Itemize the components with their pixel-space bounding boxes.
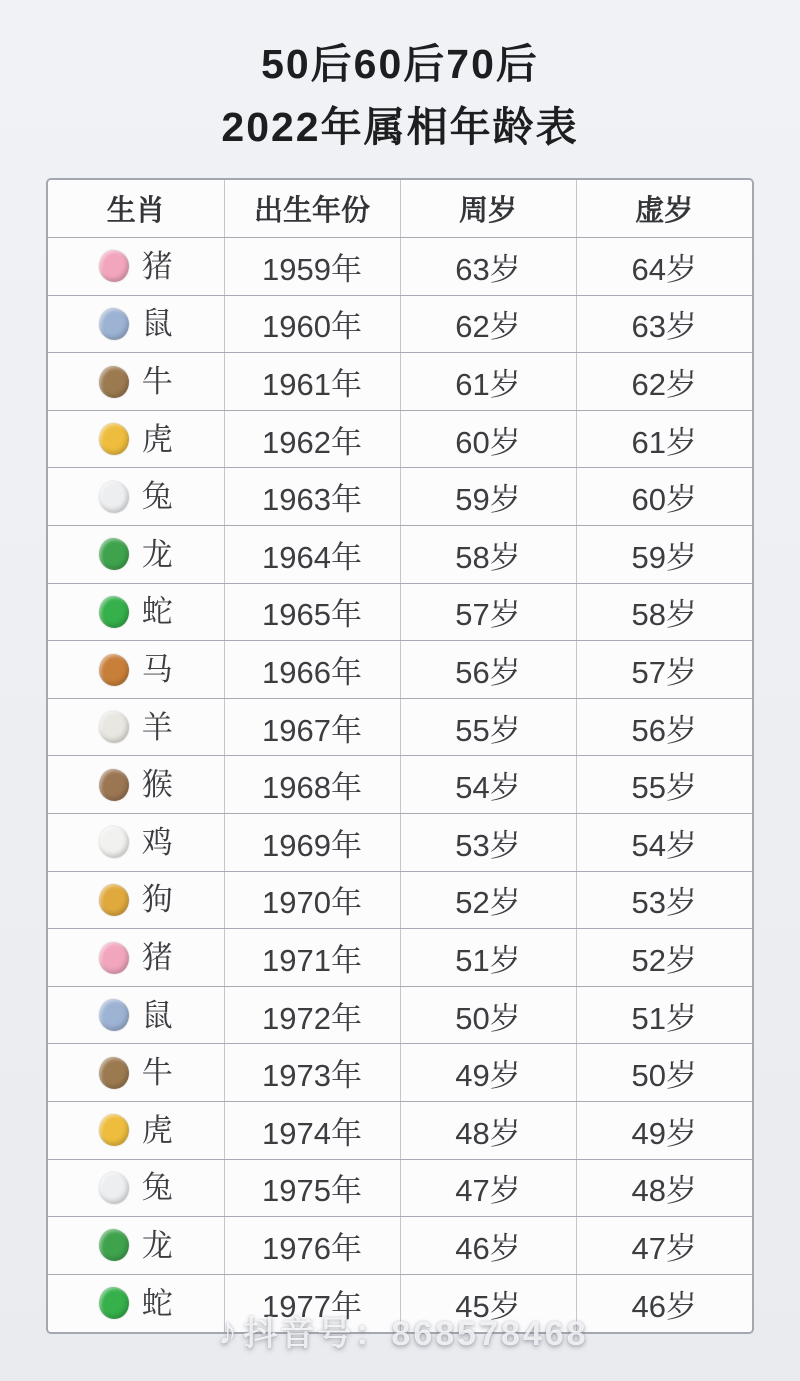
zodiac-name: 虎 [141, 1112, 173, 1148]
douyin-note-icon: ♪ [217, 1308, 238, 1353]
birth-year-cell: 1967年 [224, 698, 400, 756]
actual-age-cell: 58岁 [400, 526, 576, 584]
zodiac-cell [48, 929, 224, 987]
rabbit-icon [99, 1172, 129, 1204]
zodiac-cell [48, 583, 224, 641]
nominal-age-cell: 59岁 [576, 526, 752, 584]
zodiac-name: 龙 [141, 536, 173, 572]
tiger-icon [99, 423, 129, 455]
rooster-icon [99, 826, 129, 858]
snake-icon [99, 1287, 129, 1319]
watermark-text: 抖音号：868578468 [243, 1315, 589, 1353]
actual-age-cell: 60岁 [400, 410, 576, 468]
zodiac-name: 鸡 [141, 824, 173, 860]
zodiac-name: 蛇 [141, 1285, 173, 1321]
dog-icon [99, 884, 129, 916]
zodiac-name: 龙 [141, 1227, 173, 1263]
birth-year-cell: 1971年 [224, 929, 400, 987]
zodiac-name: 猪 [141, 940, 173, 976]
actual-age-cell: 55岁 [400, 698, 576, 756]
birth-year-cell: 1974年 [224, 1102, 400, 1160]
zodiac-cell [48, 698, 224, 756]
actual-age-cell: 61岁 [400, 353, 576, 411]
nominal-age-cell: 49岁 [576, 1102, 752, 1160]
table-row [48, 814, 752, 872]
zodiac-cell [48, 641, 224, 699]
monkey-icon [99, 769, 129, 801]
actual-age-cell: 51岁 [400, 929, 576, 987]
zodiac-name: 鼠 [141, 997, 173, 1033]
actual-age-cell: 63岁 [400, 238, 576, 296]
header-nominal-age: 虚岁 [576, 180, 752, 238]
horse-icon [99, 654, 129, 686]
table-row [48, 756, 752, 814]
dragon-icon [99, 1229, 129, 1261]
dragon-icon [99, 538, 129, 570]
table-row [48, 986, 752, 1044]
actual-age-cell: 56岁 [400, 641, 576, 699]
ox-icon [99, 366, 129, 398]
actual-age-cell: 45岁 [400, 1274, 576, 1332]
table-row [48, 526, 752, 584]
zodiac-cell [48, 238, 224, 296]
pig-icon [99, 942, 129, 974]
nominal-age-cell: 55岁 [576, 756, 752, 814]
birth-year-cell: 1966年 [224, 641, 400, 699]
zodiac-name: 牛 [141, 1055, 173, 1091]
zodiac-name: 鼠 [141, 306, 173, 342]
birth-year-cell: 1968年 [224, 756, 400, 814]
birth-year-cell: 1977年 [224, 1274, 400, 1332]
zodiac-cell [48, 871, 224, 929]
rat-icon [99, 999, 129, 1031]
nominal-age-cell: 48岁 [576, 1159, 752, 1217]
nominal-age-cell: 56岁 [576, 698, 752, 756]
nominal-age-cell: 53岁 [576, 871, 752, 929]
zodiac-cell [48, 986, 224, 1044]
nominal-age-cell: 57岁 [576, 641, 752, 699]
actual-age-cell: 59岁 [400, 468, 576, 526]
table-row [48, 641, 752, 699]
table-row [48, 468, 752, 526]
zodiac-cell [48, 1217, 224, 1275]
page-subtitle: 2022年属相年龄表 [221, 104, 579, 150]
table-row [48, 1044, 752, 1102]
table-row [48, 583, 752, 641]
birth-year-cell: 1963年 [224, 468, 400, 526]
table-row [48, 1217, 752, 1275]
table-row [48, 929, 752, 987]
birth-year-cell: 1965年 [224, 583, 400, 641]
rabbit-icon [99, 481, 129, 513]
table-row [48, 295, 752, 353]
birth-year-cell: 1962年 [224, 410, 400, 468]
nominal-age-cell: 46岁 [576, 1274, 752, 1332]
nominal-age-cell: 47岁 [576, 1217, 752, 1275]
title-block [0, 0, 800, 148]
actual-age-cell: 46岁 [400, 1217, 576, 1275]
birth-year-cell: 1973年 [224, 1044, 400, 1102]
nominal-age-cell: 54岁 [576, 814, 752, 872]
table-row [48, 410, 752, 468]
nominal-age-cell: 61岁 [576, 410, 752, 468]
birth-year-cell: 1972年 [224, 986, 400, 1044]
header-birth-year: 出生年份 [224, 180, 400, 238]
zodiac-cell [48, 1102, 224, 1160]
actual-age-cell: 49岁 [400, 1044, 576, 1102]
header-row [48, 180, 752, 238]
actual-age-cell: 52岁 [400, 871, 576, 929]
zodiac-cell [48, 1159, 224, 1217]
nominal-age-cell: 63岁 [576, 295, 752, 353]
table-row [48, 1274, 752, 1332]
zodiac-cell [48, 353, 224, 411]
zodiac-cell [48, 814, 224, 872]
page-title: 50后60后70后 [261, 41, 539, 87]
table-row [48, 1102, 752, 1160]
actual-age-cell: 53岁 [400, 814, 576, 872]
table-row [48, 871, 752, 929]
table-row [48, 238, 752, 296]
zodiac-name: 猪 [141, 248, 173, 284]
goat-icon [99, 711, 129, 743]
zodiac-cell [48, 295, 224, 353]
table-body [48, 238, 752, 1332]
nominal-age-cell: 60岁 [576, 468, 752, 526]
nominal-age-cell: 58岁 [576, 583, 752, 641]
header-zodiac: 生肖 [48, 180, 224, 238]
actual-age-cell: 57岁 [400, 583, 576, 641]
nominal-age-cell: 64岁 [576, 238, 752, 296]
ox-icon [99, 1057, 129, 1089]
actual-age-cell: 50岁 [400, 986, 576, 1044]
zodiac-name: 猴 [141, 767, 173, 803]
zodiac-cell [48, 410, 224, 468]
zodiac-name: 羊 [141, 709, 173, 745]
birth-year-cell: 1975年 [224, 1159, 400, 1217]
zodiac-name: 虎 [141, 421, 173, 457]
zodiac-age-table-container [46, 178, 754, 1334]
zodiac-name: 蛇 [141, 594, 173, 630]
zodiac-cell [48, 756, 224, 814]
birth-year-cell: 1959年 [224, 238, 400, 296]
zodiac-cell [48, 526, 224, 584]
zodiac-age-table [48, 180, 752, 1332]
table-row [48, 1159, 752, 1217]
zodiac-name: 狗 [141, 882, 173, 918]
actual-age-cell: 48岁 [400, 1102, 576, 1160]
birth-year-cell: 1961年 [224, 353, 400, 411]
zodiac-name: 马 [141, 652, 173, 688]
zodiac-name: 牛 [141, 364, 173, 400]
nominal-age-cell: 50岁 [576, 1044, 752, 1102]
table-row [48, 353, 752, 411]
birth-year-cell: 1964年 [224, 526, 400, 584]
actual-age-cell: 62岁 [400, 295, 576, 353]
snake-icon [99, 596, 129, 628]
zodiac-cell [48, 468, 224, 526]
nominal-age-cell: 52岁 [576, 929, 752, 987]
tiger-icon [99, 1114, 129, 1146]
zodiac-cell [48, 1044, 224, 1102]
pig-icon [99, 250, 129, 282]
zodiac-cell [48, 1274, 224, 1332]
actual-age-cell: 47岁 [400, 1159, 576, 1217]
table-header [48, 180, 752, 238]
birth-year-cell: 1970年 [224, 871, 400, 929]
nominal-age-cell: 51岁 [576, 986, 752, 1044]
zodiac-name: 兔 [141, 479, 173, 515]
birth-year-cell: 1976年 [224, 1217, 400, 1275]
rat-icon [99, 308, 129, 340]
header-actual-age: 周岁 [400, 180, 576, 238]
birth-year-cell: 1960年 [224, 295, 400, 353]
actual-age-cell: 54岁 [400, 756, 576, 814]
birth-year-cell: 1969年 [224, 814, 400, 872]
nominal-age-cell: 62岁 [576, 353, 752, 411]
zodiac-name: 兔 [141, 1170, 173, 1206]
table-row [48, 698, 752, 756]
